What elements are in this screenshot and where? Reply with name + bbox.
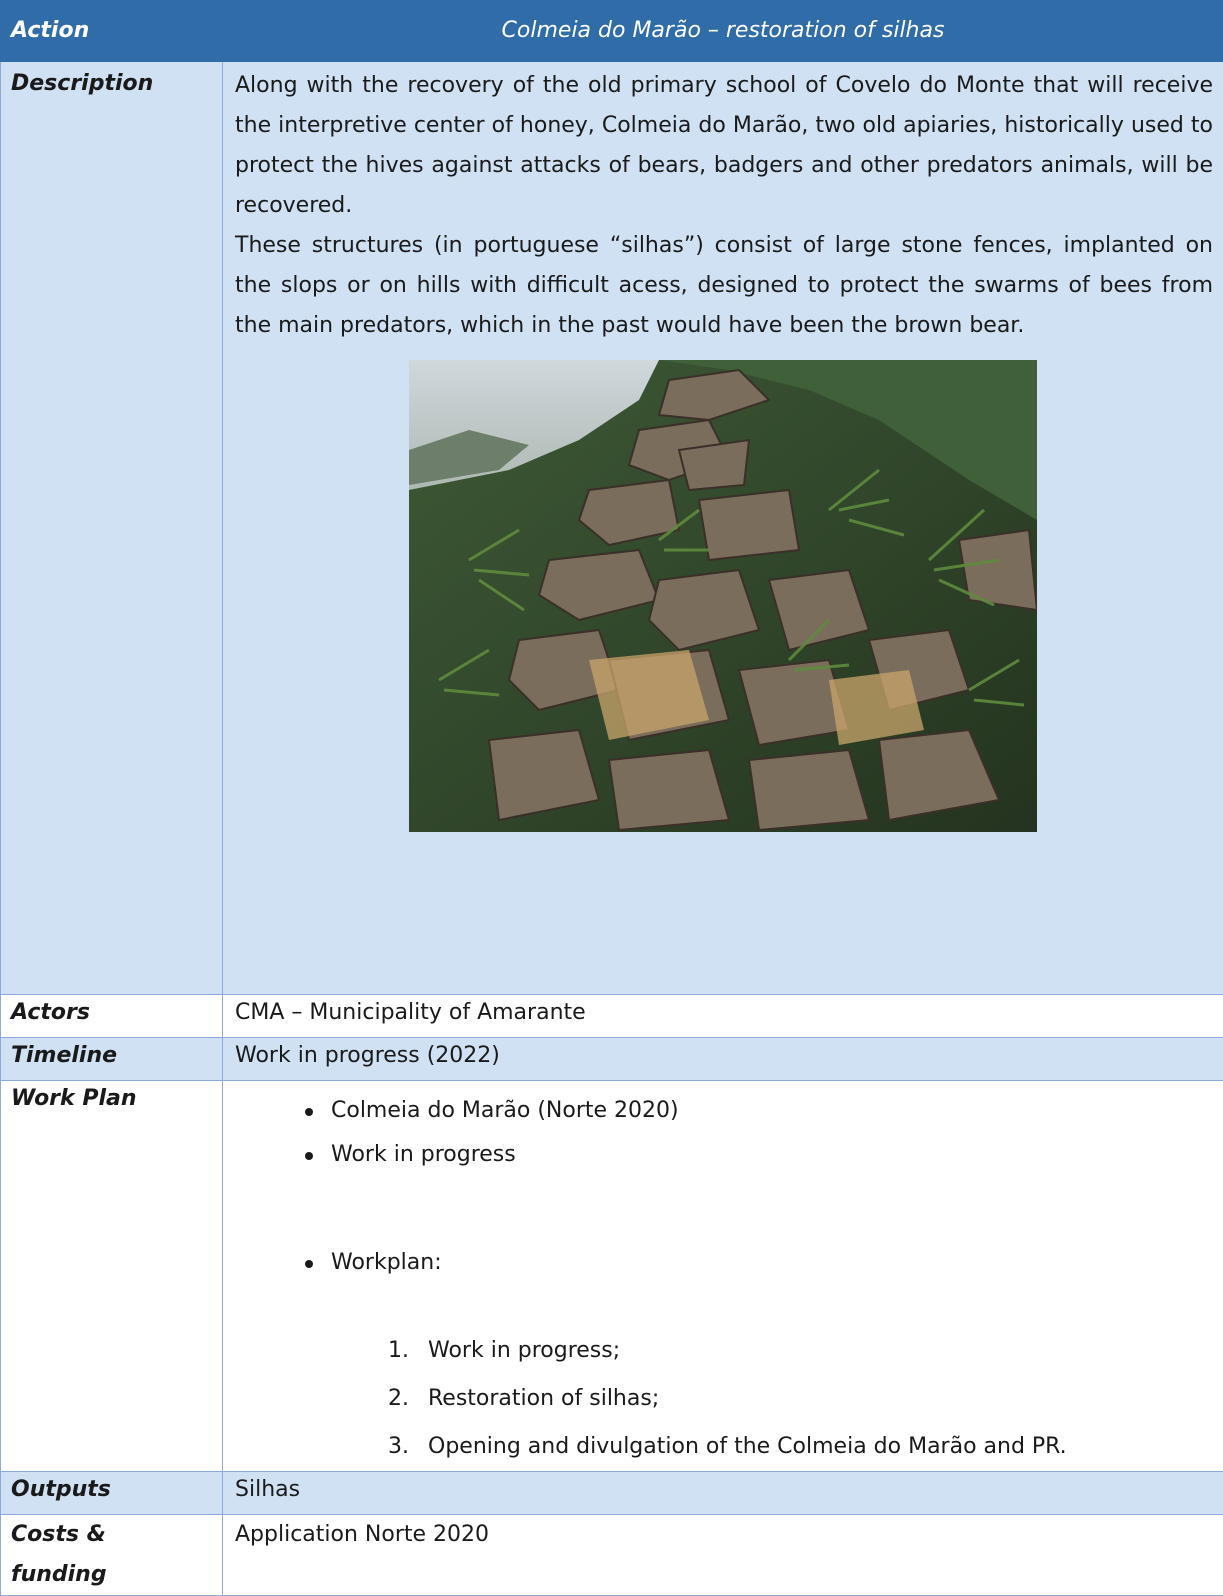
numbered-item-text: Work in progress;	[428, 1338, 620, 1363]
costs-label-line1: Costs &	[11, 1515, 222, 1555]
numbered-item	[223, 1423, 1223, 1471]
list-item	[223, 1089, 1223, 1133]
list-item	[223, 1241, 1223, 1285]
timeline-label-cell	[1, 1038, 223, 1081]
outputs-label-cell	[1, 1472, 223, 1515]
work-plan-value-cell	[223, 1081, 1223, 1472]
item-number: 3.	[388, 1423, 409, 1471]
list-item-text: Work in progress	[331, 1142, 516, 1167]
action-label-cell	[1, 1, 223, 62]
description-label-cell	[1, 62, 223, 995]
list-item	[223, 1133, 1223, 1177]
bullet-icon	[305, 1260, 313, 1268]
numbered-item-text: Restoration of silhas;	[428, 1386, 659, 1411]
costs-label-line2: funding	[11, 1555, 222, 1595]
outputs-value-cell	[223, 1472, 1223, 1515]
costs-value-cell	[223, 1515, 1223, 1596]
outputs-label: Outputs	[1, 1472, 222, 1508]
costs-label-cell	[1, 1515, 223, 1596]
description-value-cell	[223, 62, 1223, 995]
list-item-text: Workplan:	[331, 1250, 442, 1275]
outputs-value: Silhas	[223, 1472, 1223, 1508]
description-row	[1, 62, 1223, 995]
bullet-icon	[305, 1108, 313, 1116]
actors-label: Actors	[1, 995, 222, 1031]
action-label: Action	[1, 1, 222, 61]
header-row	[1, 1, 1223, 62]
timeline-label: Timeline	[1, 1038, 222, 1074]
timeline-row	[1, 1038, 1223, 1081]
costs-label	[1, 1515, 222, 1595]
numbered-item	[223, 1375, 1223, 1423]
action-title: Colmeia do Marão – restoration of silhas	[223, 1, 1223, 61]
outputs-row	[1, 1472, 1223, 1515]
numbered-item-text: Opening and divulgation of the Colmeia do Marão and PR.	[428, 1434, 1067, 1459]
work-plan-label-cell	[1, 1081, 223, 1472]
actors-label-cell	[1, 995, 223, 1038]
item-number: 2.	[388, 1375, 409, 1423]
list-item-text: Colmeia do Marão (Norte 2020)	[331, 1098, 679, 1123]
description-label: Description	[1, 62, 222, 102]
stone-fence-photo	[409, 360, 1037, 832]
actors-value: CMA – Municipality of Amarante	[223, 995, 1223, 1031]
bullet-icon	[305, 1152, 313, 1160]
action-title-cell	[223, 1, 1223, 62]
actors-row	[1, 995, 1223, 1038]
work-plan-label: Work Plan	[1, 1081, 222, 1117]
timeline-value: Work in progress (2022)	[223, 1038, 1223, 1074]
work-plan-list	[223, 1081, 1223, 1471]
item-number: 1.	[388, 1327, 409, 1375]
description-text	[223, 62, 1223, 346]
photo-container	[223, 346, 1223, 832]
work-plan-row	[1, 1081, 1223, 1472]
timeline-value-cell	[223, 1038, 1223, 1081]
costs-row	[1, 1515, 1223, 1596]
description-paragraph-2: These structures (in portuguese “silhas”) consist of large stone fences, implanted on the slops or on hills with difficult acess, designed to protect the swarms of bees from the main predators, which in the past would have been the brown bear.	[235, 226, 1213, 346]
costs-value: Application Norte 2020	[223, 1515, 1223, 1555]
actors-value-cell	[223, 995, 1223, 1038]
numbered-item	[223, 1327, 1223, 1375]
description-paragraph-1: Along with the recovery of the old primary school of Covelo do Monte that will receive the interpretive center of honey, Colmeia do Marão, two old apiaries, historically used to protect the hives against attacks of bears, badgers and other predators animals, will be recovered.	[235, 66, 1213, 226]
